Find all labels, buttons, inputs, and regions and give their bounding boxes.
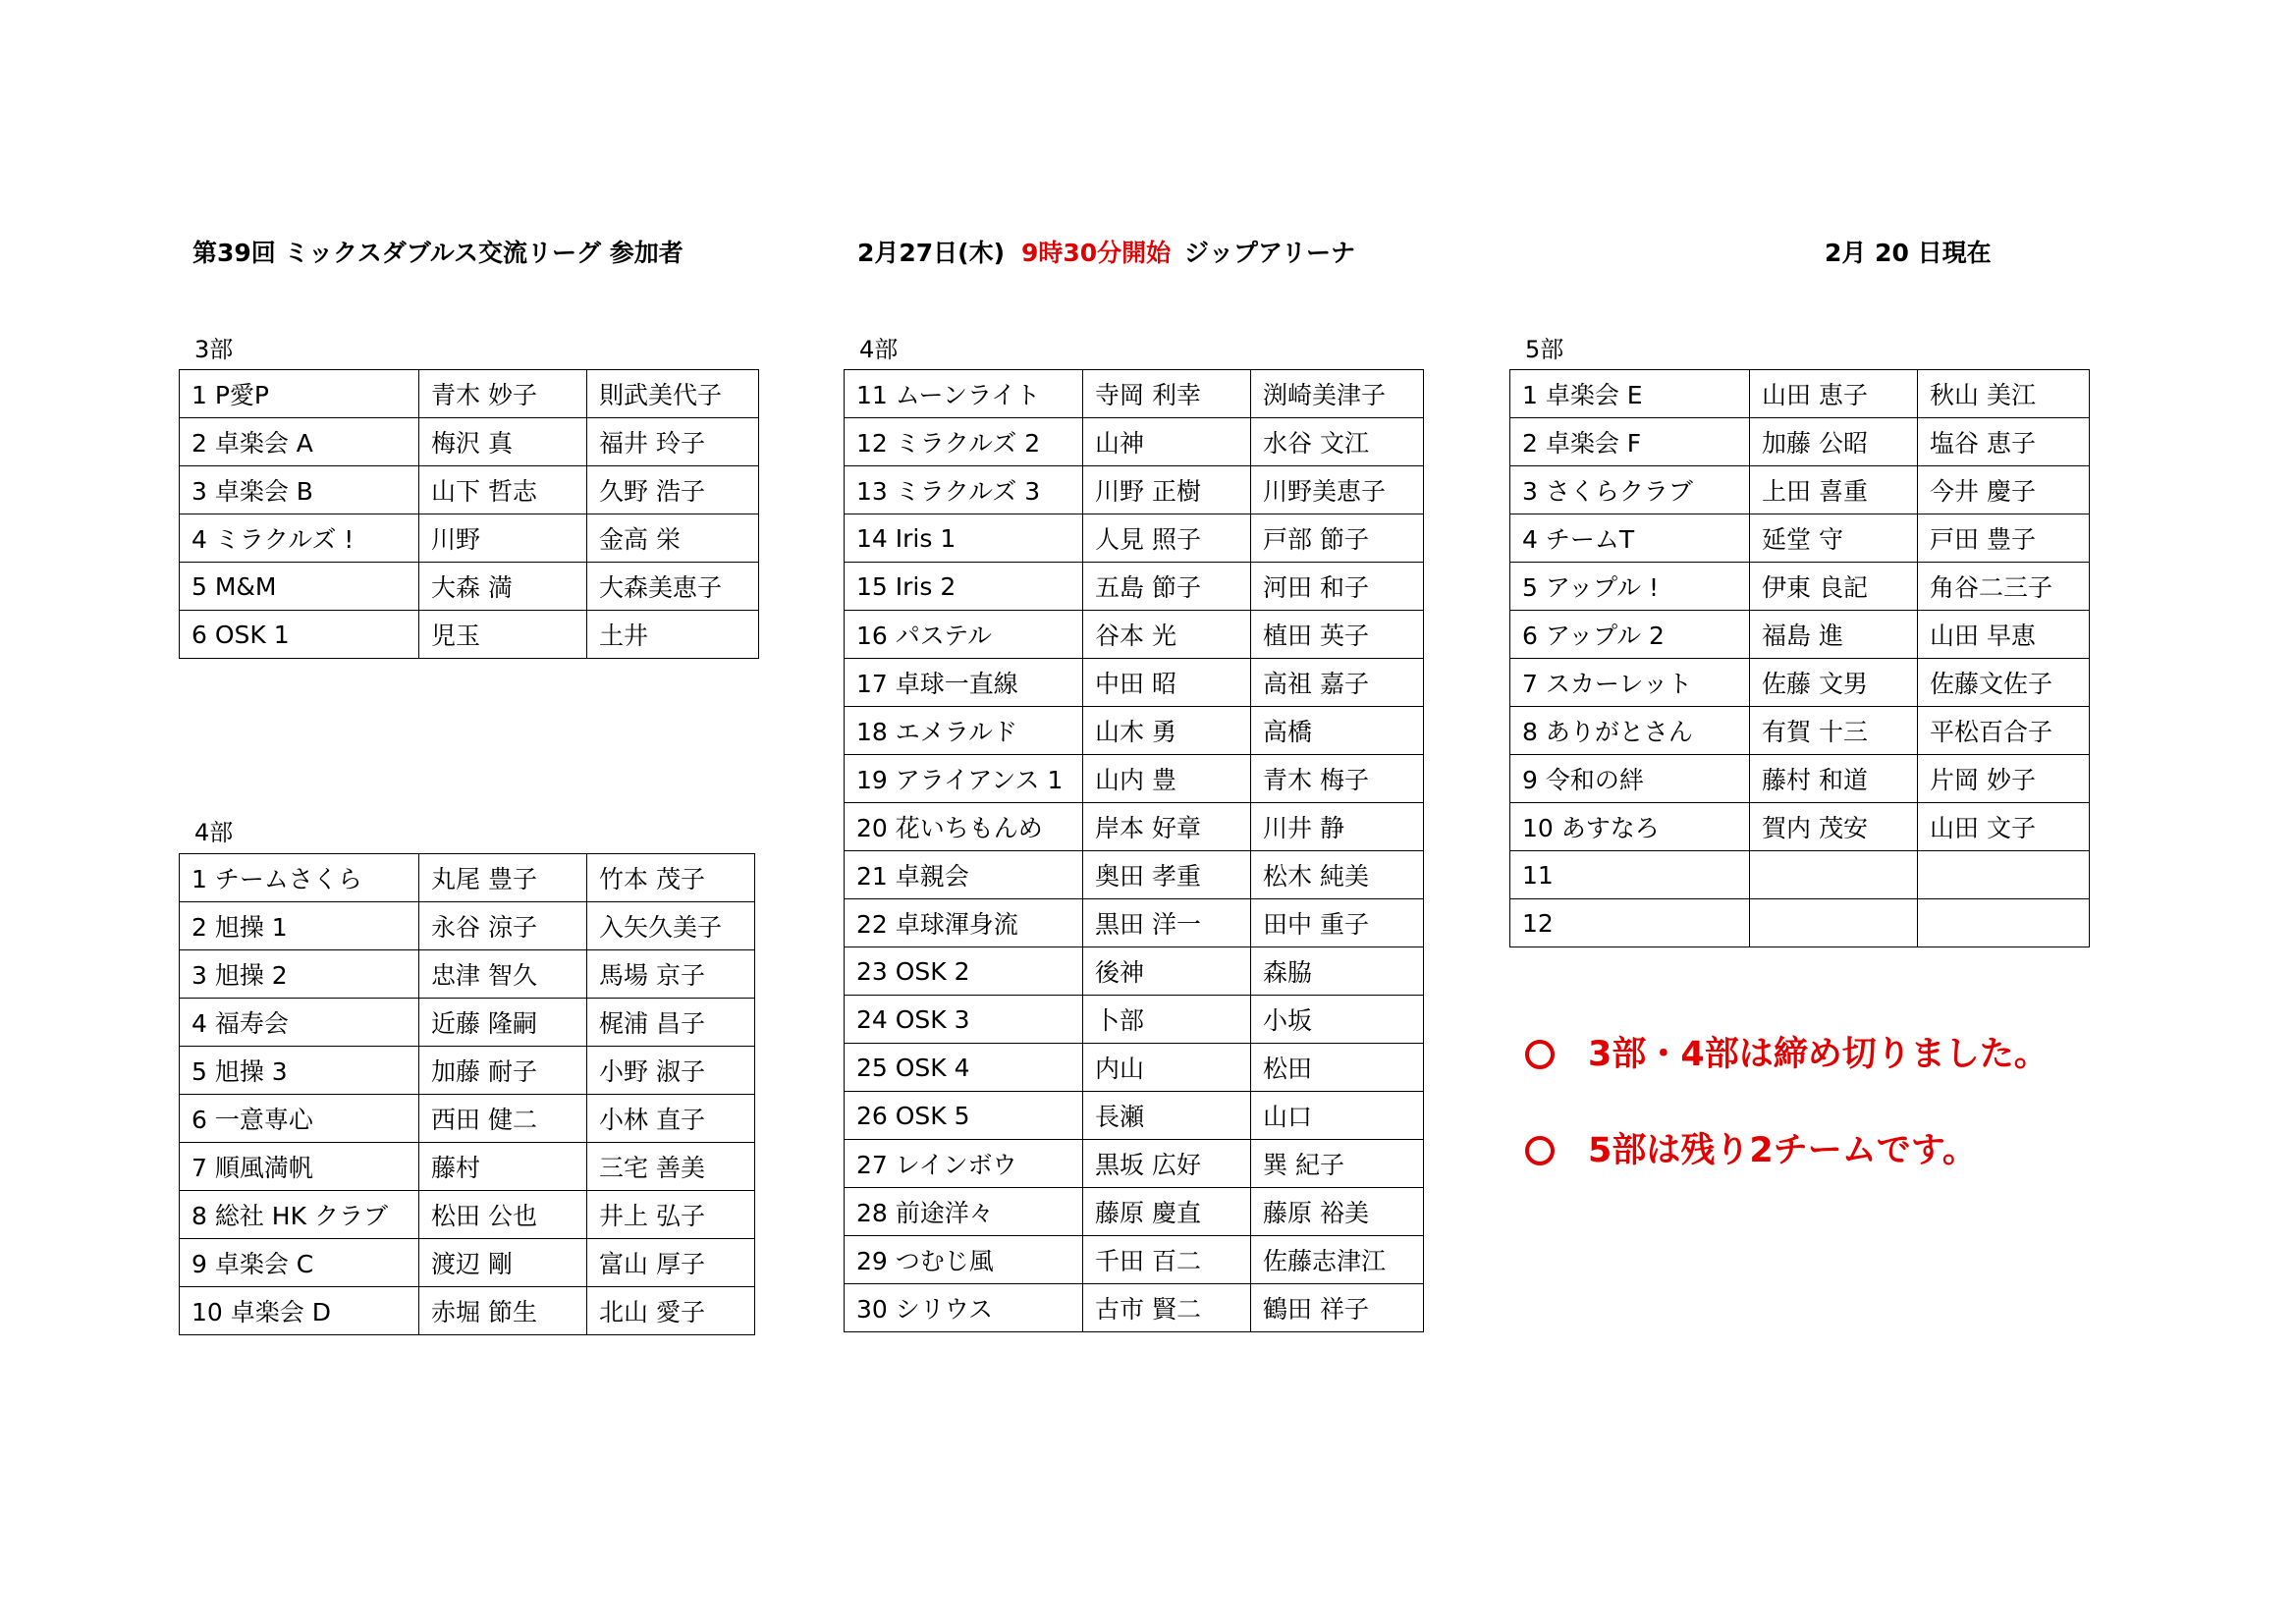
table-row — [1510, 803, 2090, 851]
player2-cell: 秋山 美江 — [1918, 370, 2090, 418]
team-name-cell: 6 OSK 1 — [180, 611, 419, 659]
table-row — [180, 1191, 755, 1239]
player2-cell: 小野 淑子 — [587, 1047, 755, 1095]
team-name-cell: 22 卓球渾身流 — [845, 899, 1083, 947]
event-start-time: 9時30分開始 — [1021, 239, 1172, 267]
team-name-cell: 3 さくらクラブ — [1510, 466, 1750, 514]
table-row — [1510, 707, 2090, 755]
team-name-cell: 3 卓楽会 B — [180, 466, 419, 514]
player1-cell: 青木 妙子 — [419, 370, 587, 418]
player1-cell: 五島 節子 — [1083, 563, 1251, 611]
team-name-cell: 24 OSK 3 — [845, 996, 1083, 1044]
note-text: 5部は残り2チームです。 — [1588, 1131, 1977, 1170]
table-row — [1510, 611, 2090, 659]
player1-cell: 山内 豊 — [1083, 755, 1251, 803]
player1-cell: 山田 恵子 — [1750, 370, 1918, 418]
team-name-cell: 14 Iris 1 — [845, 514, 1083, 563]
player1-cell: 山下 哲志 — [419, 466, 587, 514]
note-remaining-slots — [1525, 1123, 1977, 1172]
player2-cell: 山口 — [1251, 1092, 1424, 1140]
player1-cell: 奥田 孝重 — [1083, 851, 1251, 899]
player1-cell: 延堂 守 — [1750, 514, 1918, 563]
table-row — [845, 611, 1424, 659]
player1-cell: 永谷 涼子 — [419, 902, 587, 950]
player2-cell: 小坂 — [1251, 996, 1424, 1044]
team-name-cell: 8 総社 HK クラブ — [180, 1191, 419, 1239]
player2-cell: 富山 厚子 — [587, 1239, 755, 1287]
team-name-cell: 18 エメラルド — [845, 707, 1083, 755]
player2-cell: 梶浦 昌子 — [587, 999, 755, 1047]
player2-cell: 土井 — [587, 611, 759, 659]
player2-cell: 馬場 京子 — [587, 950, 755, 999]
team-name-cell: 8 ありがとさん — [1510, 707, 1750, 755]
team-name-cell: 7 スカーレット — [1510, 659, 1750, 707]
player2-cell: 大森美恵子 — [587, 563, 759, 611]
division-4-label: 4部 — [194, 819, 234, 846]
table-row — [845, 514, 1424, 563]
event-venue: ジップアリーナ — [1184, 239, 1356, 267]
player2-cell: 戸部 節子 — [1251, 514, 1424, 563]
table-row — [180, 902, 755, 950]
player2-cell: 田中 重子 — [1251, 899, 1424, 947]
team-name-cell: 10 あすなろ — [1510, 803, 1750, 851]
player2-cell: 高祖 嘉子 — [1251, 659, 1424, 707]
player1-cell: 藤村 — [419, 1143, 587, 1191]
player1-cell: 内山 — [1083, 1044, 1251, 1092]
player2-cell: 井上 弘子 — [587, 1191, 755, 1239]
player2-cell: 佐藤志津江 — [1251, 1236, 1424, 1284]
player2-cell: 入矢久美子 — [587, 902, 755, 950]
team-name-cell: 23 OSK 2 — [845, 947, 1083, 996]
player1-cell: 山神 — [1083, 418, 1251, 466]
team-name-cell: 19 アライアンス 1 — [845, 755, 1083, 803]
team-name-cell: 6 一意専心 — [180, 1095, 419, 1143]
table-row — [180, 1239, 755, 1287]
player2-cell: 久野 浩子 — [587, 466, 759, 514]
player2-cell: 佐藤文佐子 — [1918, 659, 2090, 707]
team-name-cell: 17 卓球一直線 — [845, 659, 1083, 707]
player2-cell: 福井 玲子 — [587, 418, 759, 466]
player2-cell: 森脇 — [1251, 947, 1424, 996]
team-name-cell: 12 — [1510, 899, 1750, 947]
player1-cell: 後神 — [1083, 947, 1251, 996]
division-5-table — [1509, 369, 2090, 947]
table-row — [180, 418, 759, 466]
team-name-cell: 1 チームさくら — [180, 854, 419, 902]
player1-cell: 千田 百二 — [1083, 1236, 1251, 1284]
player1-cell: 忠津 智久 — [419, 950, 587, 999]
division-4-table-part2 — [844, 369, 1424, 1332]
player2-cell: 渕崎美津子 — [1251, 370, 1424, 418]
table-row — [180, 854, 755, 902]
table-row — [1510, 851, 2090, 899]
player1-cell: 丸尾 豊子 — [419, 854, 587, 902]
table-row — [180, 370, 759, 418]
player1-cell: 松田 公也 — [419, 1191, 587, 1239]
player1-cell: 黒田 洋一 — [1083, 899, 1251, 947]
table-row — [180, 1047, 755, 1095]
table-row — [845, 1092, 1424, 1140]
player2-cell: 巽 紀子 — [1251, 1140, 1424, 1188]
team-name-cell: 1 卓楽会 E — [1510, 370, 1750, 418]
team-name-cell: 7 順風満帆 — [180, 1143, 419, 1191]
player2-cell: 戸田 豊子 — [1918, 514, 2090, 563]
player1-cell: 藤原 慶直 — [1083, 1188, 1251, 1236]
team-name-cell: 27 レインボウ — [845, 1140, 1083, 1188]
table-row — [1510, 466, 2090, 514]
player1-cell: 福島 進 — [1750, 611, 1918, 659]
table-row — [180, 1287, 755, 1335]
table-row — [180, 611, 759, 659]
note-text: 3部・4部は締め切りました。 — [1588, 1035, 2049, 1074]
table-row — [845, 851, 1424, 899]
player1-cell: 大森 満 — [419, 563, 587, 611]
table-row — [845, 466, 1424, 514]
player2-cell: 今井 慶子 — [1918, 466, 2090, 514]
table-row — [845, 1188, 1424, 1236]
team-name-cell: 29 つむじ風 — [845, 1236, 1083, 1284]
table-row — [180, 514, 759, 563]
team-name-cell: 11 ムーンライト — [845, 370, 1083, 418]
player2-cell: 竹本 茂子 — [587, 854, 755, 902]
table-row — [1510, 514, 2090, 563]
team-name-cell: 4 ミラクルズ ! — [180, 514, 419, 563]
player1-cell: 藤村 和道 — [1750, 755, 1918, 803]
table-row — [1510, 370, 2090, 418]
table-row — [1510, 755, 2090, 803]
player2-cell: 山田 早恵 — [1918, 611, 2090, 659]
player1-cell: 川野 正樹 — [1083, 466, 1251, 514]
player1-cell: 谷本 光 — [1083, 611, 1251, 659]
table-row — [845, 803, 1424, 851]
player1-cell: 中田 昭 — [1083, 659, 1251, 707]
table-row — [845, 996, 1424, 1044]
player2-cell: 川井 静 — [1251, 803, 1424, 851]
player2-cell: 水谷 文江 — [1251, 418, 1424, 466]
table-row — [845, 899, 1424, 947]
player2-cell: 高橋 — [1251, 707, 1424, 755]
table-row — [845, 1140, 1424, 1188]
table-row — [1510, 418, 2090, 466]
player1-cell: 赤堀 節生 — [419, 1287, 587, 1335]
team-name-cell: 11 — [1510, 851, 1750, 899]
table-row — [845, 370, 1424, 418]
table-row — [180, 563, 759, 611]
team-name-cell: 1 P愛P — [180, 370, 419, 418]
table-row — [845, 755, 1424, 803]
team-name-cell: 2 卓楽会 F — [1510, 418, 1750, 466]
team-name-cell: 9 令和の絆 — [1510, 755, 1750, 803]
player1-cell: 加藤 耐子 — [419, 1047, 587, 1095]
player1-cell: 西田 健二 — [419, 1095, 587, 1143]
player1-cell: 上田 喜重 — [1750, 466, 1918, 514]
table-row — [180, 999, 755, 1047]
player1-cell: 川野 — [419, 514, 587, 563]
table-row — [845, 563, 1424, 611]
circle-icon — [1525, 1136, 1555, 1165]
player1-cell — [1750, 899, 1918, 947]
player1-cell: 有賀 十三 — [1750, 707, 1918, 755]
table-row — [845, 1284, 1424, 1332]
player1-cell: 山木 勇 — [1083, 707, 1251, 755]
player1-cell: 古市 賢二 — [1083, 1284, 1251, 1332]
player2-cell: 植田 英子 — [1251, 611, 1424, 659]
player1-cell: 加藤 公昭 — [1750, 418, 1918, 466]
as-of-date: 2月 20 日現在 — [1825, 239, 1992, 267]
player2-cell: 片岡 妙子 — [1918, 755, 2090, 803]
table-row — [845, 418, 1424, 466]
team-name-cell: 12 ミラクルズ 2 — [845, 418, 1083, 466]
player1-cell: 黒坂 広好 — [1083, 1140, 1251, 1188]
circle-icon — [1525, 1040, 1555, 1069]
player2-cell: 川野美恵子 — [1251, 466, 1424, 514]
team-name-cell: 5 旭操 3 — [180, 1047, 419, 1095]
division-5-label: 5部 — [1525, 336, 1564, 363]
player2-cell: 藤原 裕美 — [1251, 1188, 1424, 1236]
table-row — [845, 1236, 1424, 1284]
player2-cell: 北山 愛子 — [587, 1287, 755, 1335]
team-name-cell: 26 OSK 5 — [845, 1092, 1083, 1140]
table-row — [180, 466, 759, 514]
table-row — [1510, 563, 2090, 611]
table-row — [180, 1143, 755, 1191]
team-name-cell: 13 ミラクルズ 3 — [845, 466, 1083, 514]
player2-cell: 塩谷 恵子 — [1918, 418, 2090, 466]
team-name-cell: 25 OSK 4 — [845, 1044, 1083, 1092]
player2-cell — [1918, 851, 2090, 899]
page-title: 第39回 ミックスダブルス交流リーグ 参加者 — [192, 239, 683, 267]
player1-cell: 児玉 — [419, 611, 587, 659]
division-4-continued-label: 4部 — [859, 336, 899, 363]
player1-cell: 岸本 好章 — [1083, 803, 1251, 851]
player1-cell: 渡辺 剛 — [419, 1239, 587, 1287]
team-name-cell: 15 Iris 2 — [845, 563, 1083, 611]
table-row — [845, 1044, 1424, 1092]
team-name-cell: 5 M&M — [180, 563, 419, 611]
division-3-label: 3部 — [194, 336, 234, 363]
player2-cell: 山田 文子 — [1918, 803, 2090, 851]
player2-cell: 則武美代子 — [587, 370, 759, 418]
team-name-cell: 28 前途洋々 — [845, 1188, 1083, 1236]
table-row — [180, 1095, 755, 1143]
team-name-cell: 16 パステル — [845, 611, 1083, 659]
player1-cell: 伊東 良記 — [1750, 563, 1918, 611]
team-name-cell: 5 アップル ! — [1510, 563, 1750, 611]
player1-cell: 卜部 — [1083, 996, 1251, 1044]
player1-cell: 長瀬 — [1083, 1092, 1251, 1140]
team-name-cell: 6 アップル 2 — [1510, 611, 1750, 659]
player2-cell: 金高 栄 — [587, 514, 759, 563]
team-name-cell: 4 チームT — [1510, 514, 1750, 563]
team-name-cell: 2 旭操 1 — [180, 902, 419, 950]
player2-cell: 小林 直子 — [587, 1095, 755, 1143]
player1-cell — [1750, 851, 1918, 899]
player1-cell: 人見 照子 — [1083, 514, 1251, 563]
team-name-cell: 20 花いちもんめ — [845, 803, 1083, 851]
player2-cell: 角谷二三子 — [1918, 563, 2090, 611]
player2-cell: 三宅 善美 — [587, 1143, 755, 1191]
player1-cell: 近藤 隆嗣 — [419, 999, 587, 1047]
team-name-cell: 10 卓楽会 D — [180, 1287, 419, 1335]
table-row — [1510, 659, 2090, 707]
player1-cell: 佐藤 文男 — [1750, 659, 1918, 707]
player1-cell: 寺岡 利幸 — [1083, 370, 1251, 418]
team-name-cell: 3 旭操 2 — [180, 950, 419, 999]
player2-cell — [1918, 899, 2090, 947]
player2-cell: 松木 純美 — [1251, 851, 1424, 899]
division-3-table — [179, 369, 759, 659]
player2-cell: 鶴田 祥子 — [1251, 1284, 1424, 1332]
team-name-cell: 21 卓親会 — [845, 851, 1083, 899]
division-4-table-part1 — [179, 853, 755, 1335]
player2-cell: 松田 — [1251, 1044, 1424, 1092]
team-name-cell: 2 卓楽会 A — [180, 418, 419, 466]
table-row — [1510, 899, 2090, 947]
table-row — [845, 947, 1424, 996]
player2-cell: 青木 梅子 — [1251, 755, 1424, 803]
table-row — [845, 659, 1424, 707]
player1-cell: 梅沢 真 — [419, 418, 587, 466]
note-registration-closed — [1525, 1027, 2049, 1076]
team-name-cell: 30 シリウス — [845, 1284, 1083, 1332]
player1-cell: 賀内 茂安 — [1750, 803, 1918, 851]
team-name-cell: 4 福寿会 — [180, 999, 419, 1047]
table-row — [845, 707, 1424, 755]
player2-cell: 河田 和子 — [1251, 563, 1424, 611]
event-date: 2月27日(木) — [857, 239, 1006, 267]
table-row — [180, 950, 755, 999]
player2-cell: 平松百合子 — [1918, 707, 2090, 755]
team-name-cell: 9 卓楽会 C — [180, 1239, 419, 1287]
